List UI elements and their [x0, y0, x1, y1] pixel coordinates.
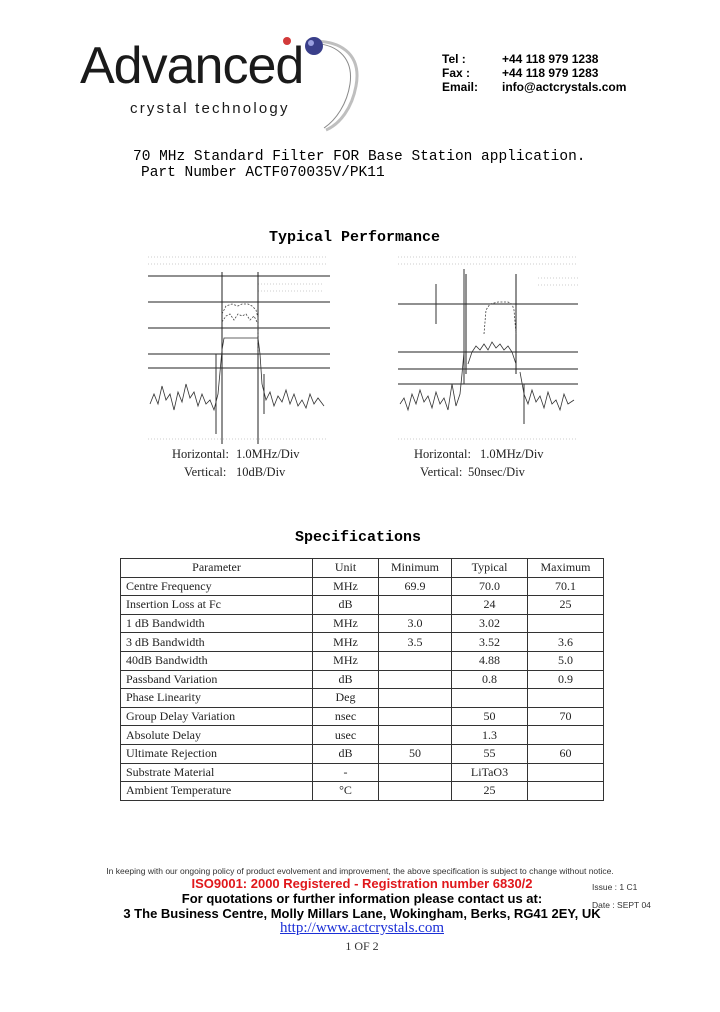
table-row	[121, 633, 604, 652]
amplitude-response-graphic	[138, 254, 338, 444]
table-row	[121, 726, 604, 745]
cell-typical: 25	[452, 782, 528, 801]
cell-minimum	[379, 596, 452, 615]
cell-typical: LiTaO3	[452, 763, 528, 782]
cell-parameter: Absolute Delay	[121, 726, 313, 745]
cell-maximum: 0.9	[528, 670, 604, 689]
cell-typical: 3.52	[452, 633, 528, 652]
plot2-vertical-label: Vertical:	[420, 465, 463, 479]
issue-number: Issue : 1 C1	[592, 882, 638, 892]
page-number: 1 OF 2	[345, 939, 379, 953]
contact-email	[400, 80, 627, 94]
contact-fax-label: Fax :	[442, 66, 471, 80]
cell-maximum	[528, 782, 604, 801]
cell-minimum	[379, 763, 452, 782]
company-logo	[78, 34, 368, 134]
group-delay-plot	[388, 254, 588, 479]
plot1-vertical-label: Vertical:	[184, 465, 227, 479]
contact-block	[400, 52, 627, 94]
cell-typical: 0.8	[452, 670, 528, 689]
website-link[interactable]: http://www.actcrystals.com	[280, 920, 444, 936]
cell-minimum: 3.0	[379, 614, 452, 633]
iso-registration: ISO9001: 2000 Registered - Registration number 6830/2	[191, 876, 533, 891]
contact-email-value[interactable]: info@actcrystals.com	[502, 80, 627, 94]
cell-maximum	[528, 689, 604, 708]
table-row	[121, 744, 604, 763]
cell-typical: 55	[452, 744, 528, 763]
cell-unit: MHz	[313, 577, 379, 596]
cell-parameter: 40dB Bandwidth	[121, 651, 313, 670]
cell-parameter: Passband Variation	[121, 670, 313, 689]
company-address: 3 The Business Centre, Molly Millars Lane, Wokingham, Berks, RG41 2EY, UK	[123, 906, 601, 921]
cell-unit: MHz	[313, 651, 379, 670]
cell-parameter: Centre Frequency	[121, 577, 313, 596]
cell-parameter: Ultimate Rejection	[121, 744, 313, 763]
cell-minimum	[379, 707, 452, 726]
cell-maximum	[528, 763, 604, 782]
contact-tel-value: +44 118 979 1238	[502, 52, 599, 66]
cell-unit: °C	[313, 782, 379, 801]
cell-typical: 4.88	[452, 651, 528, 670]
table-row	[121, 763, 604, 782]
policy-notice: In keeping with our ongoing policy of product evolvement and improvement, the above specification is subject to change without notice.	[106, 866, 614, 876]
group-delay-graphic	[388, 254, 588, 444]
cell-unit: usec	[313, 726, 379, 745]
column-header-minimum: Minimum	[379, 559, 452, 578]
cell-parameter: Insertion Loss at Fc	[121, 596, 313, 615]
cell-parameter: Group Delay Variation	[121, 707, 313, 726]
plot1-vertical-value: 10dB/Div	[236, 465, 286, 479]
cell-typical: 70.0	[452, 577, 528, 596]
table-row	[121, 707, 604, 726]
quotations-notice: For quotations or further information please contact us at:	[181, 891, 543, 906]
cell-minimum	[379, 670, 452, 689]
part-number: Part Number ACTF070035V/PK11	[141, 165, 385, 181]
plot2-horizontal-label: Horizontal:	[414, 447, 471, 461]
issue-date: Date : SEPT 04	[592, 900, 651, 910]
cell-minimum	[379, 782, 452, 801]
cell-maximum: 3.6	[528, 633, 604, 652]
cell-maximum: 60	[528, 744, 604, 763]
cell-unit: MHz	[313, 614, 379, 633]
logo-tagline: crystal technology	[130, 100, 290, 117]
cell-parameter: 1 dB Bandwidth	[121, 614, 313, 633]
cell-parameter: Ambient Temperature	[121, 782, 313, 801]
column-header-maximum: Maximum	[528, 559, 604, 578]
cell-minimum	[379, 726, 452, 745]
plot1-horizontal-value: 1.0MHz/Div	[236, 447, 300, 461]
table-row	[121, 651, 604, 670]
cell-unit: MHz	[313, 633, 379, 652]
table-row	[121, 614, 604, 633]
document-title: 70 MHz Standard Filter FOR Base Station application.	[133, 149, 586, 165]
cell-minimum: 3.5	[379, 633, 452, 652]
cell-maximum: 25	[528, 596, 604, 615]
table-row	[121, 577, 604, 596]
cell-minimum	[379, 689, 452, 708]
contact-tel	[400, 52, 600, 66]
cell-unit: dB	[313, 744, 379, 763]
amplitude-response-plot	[138, 254, 338, 479]
contact-fax-value: +44 118 979 1283	[502, 66, 599, 80]
table-row	[121, 782, 604, 801]
cell-maximum	[528, 726, 604, 745]
cell-maximum: 70	[528, 707, 604, 726]
cell-minimum	[379, 651, 452, 670]
column-header-parameter: Parameter	[121, 559, 313, 578]
plot1-horizontal-label: Horizontal:	[172, 447, 229, 461]
contact-fax	[400, 66, 600, 80]
table-row	[121, 596, 604, 615]
logo-wordmark: Advanced	[80, 37, 304, 95]
contact-email-label: Email:	[442, 80, 479, 94]
table-row	[121, 670, 604, 689]
cell-typical: 24	[452, 596, 528, 615]
cell-maximum: 70.1	[528, 577, 604, 596]
plot2-vertical-value: 50nsec/Div	[468, 465, 525, 479]
specifications-table	[120, 558, 604, 801]
cell-unit: dB	[313, 670, 379, 689]
cell-maximum: 5.0	[528, 651, 604, 670]
cell-typical: 1.3	[452, 726, 528, 745]
plot2-horizontal-value: 1.0MHz/Div	[480, 447, 544, 461]
typical-performance-heading: Typical Performance	[269, 229, 441, 246]
cell-typical: 3.02	[452, 614, 528, 633]
cell-typical: 50	[452, 707, 528, 726]
cell-typical	[452, 689, 528, 708]
column-header-unit: Unit	[313, 559, 379, 578]
cell-unit: Deg	[313, 689, 379, 708]
cell-unit: nsec	[313, 707, 379, 726]
cell-minimum: 50	[379, 744, 452, 763]
contact-tel-label: Tel :	[442, 52, 466, 66]
cell-parameter: Substrate Material	[121, 763, 313, 782]
cell-unit: dB	[313, 596, 379, 615]
cell-maximum	[528, 614, 604, 633]
table-header-row	[121, 559, 604, 578]
table-row	[121, 689, 604, 708]
cell-minimum: 69.9	[379, 577, 452, 596]
specifications-heading: Specifications	[295, 529, 422, 546]
cell-parameter: Phase Linearity	[121, 689, 313, 708]
column-header-typical: Typical	[452, 559, 528, 578]
cell-unit: -	[313, 763, 379, 782]
cell-parameter: 3 dB Bandwidth	[121, 633, 313, 652]
